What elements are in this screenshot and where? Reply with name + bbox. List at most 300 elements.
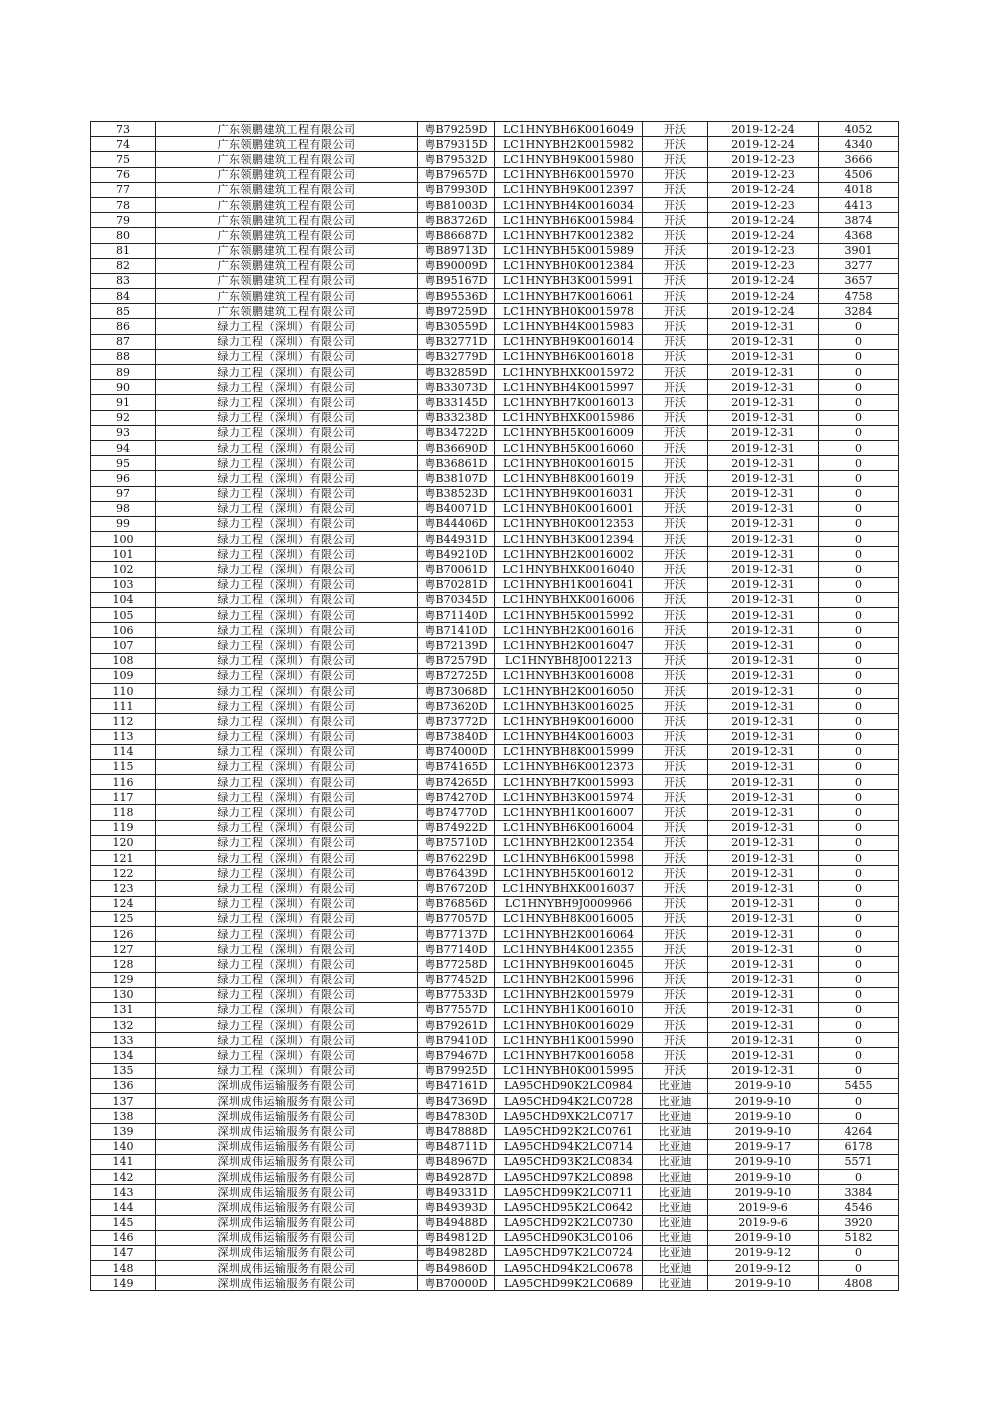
brand-cell: 开沃 — [643, 289, 708, 304]
value-cell: 0 — [819, 1018, 899, 1033]
date-cell: 2019-9-10 — [708, 1169, 819, 1184]
table-row — [91, 1185, 899, 1200]
plate-cell: 粤B47888D — [418, 1124, 495, 1139]
date-cell: 2019-12-31 — [708, 1063, 819, 1078]
table-row — [91, 653, 899, 668]
table-row — [91, 972, 899, 987]
date-cell: 2019-12-24 — [708, 213, 819, 228]
table-row — [91, 137, 899, 152]
table-row — [91, 456, 899, 471]
date-cell: 2019-12-31 — [708, 881, 819, 896]
table-row — [91, 790, 899, 805]
plate-cell: 粤B47161D — [418, 1078, 495, 1093]
vin-cell: LC1HNYBH3K0012394 — [495, 532, 643, 547]
row-number-cell: 108 — [91, 653, 156, 668]
date-cell: 2019-12-31 — [708, 744, 819, 759]
brand-cell: 开沃 — [643, 790, 708, 805]
row-number-cell: 128 — [91, 957, 156, 972]
brand-cell: 开沃 — [643, 957, 708, 972]
table-row — [91, 805, 899, 820]
plate-cell: 粤B33145D — [418, 395, 495, 410]
company-cell: 广东领鹏建筑工程有限公司 — [156, 273, 418, 288]
date-cell: 2019-12-31 — [708, 729, 819, 744]
plate-cell: 粤B49287D — [418, 1169, 495, 1184]
plate-cell: 粤B32779D — [418, 349, 495, 364]
value-cell: 0 — [819, 957, 899, 972]
row-number-cell: 94 — [91, 440, 156, 455]
vin-cell: LC1HNYBH5K0016009 — [495, 425, 643, 440]
row-number-cell: 76 — [91, 167, 156, 182]
value-cell: 4340 — [819, 137, 899, 152]
brand-cell: 比亚迪 — [643, 1109, 708, 1124]
company-cell: 深圳成伟运输服务有限公司 — [156, 1154, 418, 1169]
vin-cell: LC1HNYBH2K0016064 — [495, 926, 643, 941]
row-number-cell: 115 — [91, 759, 156, 774]
vin-cell: LC1HNYBH0K0012384 — [495, 258, 643, 273]
brand-cell: 开沃 — [643, 501, 708, 516]
brand-cell: 开沃 — [643, 851, 708, 866]
value-cell: 4808 — [819, 1276, 899, 1291]
row-number-cell: 149 — [91, 1276, 156, 1291]
vin-cell: LC1HNYBH8K0015999 — [495, 744, 643, 759]
date-cell: 2019-12-24 — [708, 228, 819, 243]
value-cell: 3284 — [819, 304, 899, 319]
row-number-cell: 142 — [91, 1169, 156, 1184]
company-cell: 绿力工程（深圳）有限公司 — [156, 410, 418, 425]
row-number-cell: 82 — [91, 258, 156, 273]
date-cell: 2019-12-31 — [708, 516, 819, 531]
table-row — [91, 987, 899, 1002]
date-cell: 2019-12-31 — [708, 851, 819, 866]
vin-cell: LC1HNYBH2K0015982 — [495, 137, 643, 152]
vin-cell: LC1HNYBH6K0016049 — [495, 122, 643, 137]
brand-cell: 开沃 — [643, 122, 708, 137]
row-number-cell: 90 — [91, 380, 156, 395]
brand-cell: 开沃 — [643, 592, 708, 607]
vin-cell: LC1HNYBH1K0016007 — [495, 805, 643, 820]
plate-cell: 粤B79261D — [418, 1018, 495, 1033]
brand-cell: 开沃 — [643, 775, 708, 790]
plate-cell: 粤B76439D — [418, 866, 495, 881]
table-row — [91, 942, 899, 957]
company-cell: 广东领鹏建筑工程有限公司 — [156, 243, 418, 258]
vin-cell: LC1HNYBH4K0015983 — [495, 319, 643, 334]
row-number-cell: 88 — [91, 349, 156, 364]
plate-cell: 粤B44931D — [418, 532, 495, 547]
date-cell: 2019-12-31 — [708, 334, 819, 349]
row-number-cell: 80 — [91, 228, 156, 243]
company-cell: 绿力工程（深圳）有限公司 — [156, 699, 418, 714]
row-number-cell: 129 — [91, 972, 156, 987]
value-cell: 0 — [819, 380, 899, 395]
table-row — [91, 1261, 899, 1276]
plate-cell: 粤B72725D — [418, 668, 495, 683]
row-number-cell: 140 — [91, 1139, 156, 1154]
row-number-cell: 141 — [91, 1154, 156, 1169]
vin-cell: LC1HNYBHXK0016037 — [495, 881, 643, 896]
plate-cell: 粤B49812D — [418, 1230, 495, 1245]
vin-cell: LA95CHD94K2LC0728 — [495, 1094, 643, 1109]
company-cell: 绿力工程（深圳）有限公司 — [156, 714, 418, 729]
vin-cell: LC1HNYBHXK0015972 — [495, 365, 643, 380]
brand-cell: 比亚迪 — [643, 1276, 708, 1291]
company-cell: 绿力工程（深圳）有限公司 — [156, 972, 418, 987]
row-number-cell: 124 — [91, 896, 156, 911]
date-cell: 2019-12-31 — [708, 1018, 819, 1033]
table-row — [91, 1139, 899, 1154]
value-cell: 0 — [819, 608, 899, 623]
value-cell: 0 — [819, 334, 899, 349]
row-number-cell: 85 — [91, 304, 156, 319]
value-cell: 0 — [819, 987, 899, 1002]
plate-cell: 粤B36861D — [418, 456, 495, 471]
value-cell: 3666 — [819, 152, 899, 167]
table-row — [91, 1154, 899, 1169]
vin-cell: LC1HNYBH5K0016012 — [495, 866, 643, 881]
table-row — [91, 516, 899, 531]
date-cell: 2019-12-31 — [708, 1048, 819, 1063]
row-number-cell: 110 — [91, 683, 156, 698]
plate-cell: 粤B30559D — [418, 319, 495, 334]
value-cell: 0 — [819, 486, 899, 501]
brand-cell: 开沃 — [643, 456, 708, 471]
plate-cell: 粤B73068D — [418, 683, 495, 698]
value-cell: 0 — [819, 1033, 899, 1048]
brand-cell: 开沃 — [643, 349, 708, 364]
value-cell: 0 — [819, 866, 899, 881]
date-cell: 2019-12-31 — [708, 972, 819, 987]
vin-cell: LC1HNYBH9K0012397 — [495, 182, 643, 197]
brand-cell: 开沃 — [643, 440, 708, 455]
value-cell: 0 — [819, 1245, 899, 1260]
table-row — [91, 228, 899, 243]
company-cell: 绿力工程（深圳）有限公司 — [156, 501, 418, 516]
brand-cell: 开沃 — [643, 471, 708, 486]
plate-cell: 粤B79657D — [418, 167, 495, 182]
brand-cell: 比亚迪 — [643, 1245, 708, 1260]
date-cell: 2019-12-31 — [708, 349, 819, 364]
table-row — [91, 699, 899, 714]
company-cell: 绿力工程（深圳）有限公司 — [156, 911, 418, 926]
vin-cell: LC1HNYBH7K0016061 — [495, 289, 643, 304]
date-cell: 2019-12-31 — [708, 911, 819, 926]
table-row — [91, 638, 899, 653]
date-cell: 2019-12-31 — [708, 714, 819, 729]
plate-cell: 粤B90009D — [418, 258, 495, 273]
table-row — [91, 957, 899, 972]
table-row — [91, 213, 899, 228]
plate-cell: 粤B79930D — [418, 182, 495, 197]
row-number-cell: 112 — [91, 714, 156, 729]
vin-cell: LA95CHD97K2LC0898 — [495, 1169, 643, 1184]
company-cell: 绿力工程（深圳）有限公司 — [156, 623, 418, 638]
row-number-cell: 122 — [91, 866, 156, 881]
vin-cell: LC1HNYBH9K0016000 — [495, 714, 643, 729]
vin-cell: LA95CHD9XK2LC0717 — [495, 1109, 643, 1124]
company-cell: 绿力工程（深圳）有限公司 — [156, 516, 418, 531]
value-cell: 4052 — [819, 122, 899, 137]
table-row — [91, 592, 899, 607]
vin-cell: LC1HNYBH5K0016060 — [495, 440, 643, 455]
company-cell: 绿力工程（深圳）有限公司 — [156, 365, 418, 380]
company-cell: 深圳成伟运输服务有限公司 — [156, 1109, 418, 1124]
row-number-cell: 146 — [91, 1230, 156, 1245]
vin-cell: LC1HNYBH0K0016001 — [495, 501, 643, 516]
plate-cell: 粤B38523D — [418, 486, 495, 501]
table-row — [91, 1169, 899, 1184]
brand-cell: 开沃 — [643, 380, 708, 395]
vin-cell: LA95CHD90K2LC0984 — [495, 1078, 643, 1093]
vin-cell: LC1HNYBH2K0015996 — [495, 972, 643, 987]
company-cell: 绿力工程（深圳）有限公司 — [156, 440, 418, 455]
value-cell: 0 — [819, 456, 899, 471]
table-row — [91, 501, 899, 516]
date-cell: 2019-9-10 — [708, 1230, 819, 1245]
company-cell: 绿力工程（深圳）有限公司 — [156, 1033, 418, 1048]
value-cell: 0 — [819, 1109, 899, 1124]
brand-cell: 开沃 — [643, 547, 708, 562]
vin-cell: LC1HNYBH8K0016005 — [495, 911, 643, 926]
brand-cell: 开沃 — [643, 623, 708, 638]
company-cell: 深圳成伟运输服务有限公司 — [156, 1078, 418, 1093]
date-cell: 2019-12-24 — [708, 273, 819, 288]
brand-cell: 比亚迪 — [643, 1094, 708, 1109]
table-row — [91, 1063, 899, 1078]
company-cell: 深圳成伟运输服务有限公司 — [156, 1261, 418, 1276]
vin-cell: LC1HNYBH4K0015997 — [495, 380, 643, 395]
vin-cell: LC1HNYBH2K0016002 — [495, 547, 643, 562]
company-cell: 绿力工程（深圳）有限公司 — [156, 653, 418, 668]
vin-cell: LC1HNYBH1K0016041 — [495, 577, 643, 592]
vin-cell: LC1HNYBH7K0016013 — [495, 395, 643, 410]
table-row — [91, 532, 899, 547]
date-cell: 2019-12-31 — [708, 623, 819, 638]
vin-cell: LC1HNYBH9K0016014 — [495, 334, 643, 349]
table-row — [91, 668, 899, 683]
company-cell: 绿力工程（深圳）有限公司 — [156, 334, 418, 349]
plate-cell: 粤B77140D — [418, 942, 495, 957]
vin-cell: LA95CHD92K2LC0761 — [495, 1124, 643, 1139]
company-cell: 绿力工程（深圳）有限公司 — [156, 456, 418, 471]
company-cell: 绿力工程（深圳）有限公司 — [156, 866, 418, 881]
brand-cell: 开沃 — [643, 516, 708, 531]
row-number-cell: 77 — [91, 182, 156, 197]
brand-cell: 开沃 — [643, 987, 708, 1002]
table-row — [91, 182, 899, 197]
value-cell: 4018 — [819, 182, 899, 197]
company-cell: 广东领鹏建筑工程有限公司 — [156, 167, 418, 182]
table-row — [91, 319, 899, 334]
table-row — [91, 1002, 899, 1017]
plate-cell: 粤B89713D — [418, 243, 495, 258]
brand-cell: 比亚迪 — [643, 1230, 708, 1245]
date-cell: 2019-12-31 — [708, 1033, 819, 1048]
company-cell: 广东领鹏建筑工程有限公司 — [156, 304, 418, 319]
date-cell: 2019-12-24 — [708, 289, 819, 304]
plate-cell: 粤B77137D — [418, 926, 495, 941]
row-number-cell: 131 — [91, 1002, 156, 1017]
table-row — [91, 759, 899, 774]
row-number-cell: 145 — [91, 1215, 156, 1230]
vin-cell: LC1HNYBH6K0015970 — [495, 167, 643, 182]
date-cell: 2019-12-31 — [708, 638, 819, 653]
vin-cell: LC1HNYBHXK0016006 — [495, 592, 643, 607]
date-cell: 2019-12-31 — [708, 562, 819, 577]
date-cell: 2019-12-31 — [708, 410, 819, 425]
row-number-cell: 103 — [91, 577, 156, 592]
date-cell: 2019-9-10 — [708, 1109, 819, 1124]
row-number-cell: 101 — [91, 547, 156, 562]
value-cell: 3657 — [819, 273, 899, 288]
table-row — [91, 243, 899, 258]
vin-cell: LA95CHD90K3LC0106 — [495, 1230, 643, 1245]
value-cell: 0 — [819, 653, 899, 668]
brand-cell: 比亚迪 — [643, 1261, 708, 1276]
row-number-cell: 97 — [91, 486, 156, 501]
vin-cell: LC1HNYBH9J0009966 — [495, 896, 643, 911]
value-cell: 0 — [819, 820, 899, 835]
plate-cell: 粤B79925D — [418, 1063, 495, 1078]
value-cell: 0 — [819, 349, 899, 364]
row-number-cell: 147 — [91, 1245, 156, 1260]
brand-cell: 开沃 — [643, 759, 708, 774]
plate-cell: 粤B79315D — [418, 137, 495, 152]
value-cell: 5455 — [819, 1078, 899, 1093]
row-number-cell: 98 — [91, 501, 156, 516]
date-cell: 2019-12-31 — [708, 699, 819, 714]
row-number-cell: 95 — [91, 456, 156, 471]
company-cell: 绿力工程（深圳）有限公司 — [156, 942, 418, 957]
plate-cell: 粤B70000D — [418, 1276, 495, 1291]
row-number-cell: 135 — [91, 1063, 156, 1078]
brand-cell: 开沃 — [643, 273, 708, 288]
company-cell: 广东领鹏建筑工程有限公司 — [156, 182, 418, 197]
date-cell: 2019-12-31 — [708, 805, 819, 820]
brand-cell: 开沃 — [643, 926, 708, 941]
company-cell: 绿力工程（深圳）有限公司 — [156, 926, 418, 941]
plate-cell: 粤B70061D — [418, 562, 495, 577]
company-cell: 绿力工程（深圳）有限公司 — [156, 744, 418, 759]
row-number-cell: 132 — [91, 1018, 156, 1033]
plate-cell: 粤B73620D — [418, 699, 495, 714]
value-cell: 0 — [819, 440, 899, 455]
vin-cell: LA95CHD93K2LC0834 — [495, 1154, 643, 1169]
vin-cell: LC1HNYBH6K0016018 — [495, 349, 643, 364]
company-cell: 绿力工程（深圳）有限公司 — [156, 790, 418, 805]
brand-cell: 比亚迪 — [643, 1078, 708, 1093]
row-number-cell: 96 — [91, 471, 156, 486]
row-number-cell: 119 — [91, 820, 156, 835]
plate-cell: 粤B74922D — [418, 820, 495, 835]
date-cell: 2019-9-10 — [708, 1185, 819, 1200]
table-row — [91, 471, 899, 486]
value-cell: 6178 — [819, 1139, 899, 1154]
company-cell: 绿力工程（深圳）有限公司 — [156, 729, 418, 744]
plate-cell: 粤B74270D — [418, 790, 495, 805]
table-row — [91, 334, 899, 349]
plate-cell: 粤B95536D — [418, 289, 495, 304]
plate-cell: 粤B49860D — [418, 1261, 495, 1276]
value-cell: 0 — [819, 1063, 899, 1078]
vin-cell: LC1HNYBH5K0015989 — [495, 243, 643, 258]
vin-cell: LC1HNYBH2K0016016 — [495, 623, 643, 638]
date-cell: 2019-12-31 — [708, 425, 819, 440]
row-number-cell: 148 — [91, 1261, 156, 1276]
plate-cell: 粤B79467D — [418, 1048, 495, 1063]
plate-cell: 粤B77258D — [418, 957, 495, 972]
row-number-cell: 133 — [91, 1033, 156, 1048]
vin-cell: LC1HNYBH5K0015992 — [495, 608, 643, 623]
brand-cell: 开沃 — [643, 942, 708, 957]
company-cell: 绿力工程（深圳）有限公司 — [156, 319, 418, 334]
brand-cell: 开沃 — [643, 182, 708, 197]
plate-cell: 粤B44406D — [418, 516, 495, 531]
date-cell: 2019-12-31 — [708, 486, 819, 501]
company-cell: 广东领鹏建筑工程有限公司 — [156, 122, 418, 137]
date-cell: 2019-12-23 — [708, 167, 819, 182]
date-cell: 2019-12-24 — [708, 122, 819, 137]
plate-cell: 粤B70281D — [418, 577, 495, 592]
row-number-cell: 81 — [91, 243, 156, 258]
table-row — [91, 623, 899, 638]
company-cell: 绿力工程（深圳）有限公司 — [156, 987, 418, 1002]
value-cell: 0 — [819, 699, 899, 714]
value-cell: 3874 — [819, 213, 899, 228]
company-cell: 深圳成伟运输服务有限公司 — [156, 1094, 418, 1109]
date-cell: 2019-12-31 — [708, 866, 819, 881]
brand-cell: 开沃 — [643, 167, 708, 182]
row-number-cell: 117 — [91, 790, 156, 805]
date-cell: 2019-12-31 — [708, 471, 819, 486]
brand-cell: 开沃 — [643, 896, 708, 911]
table-row — [91, 547, 899, 562]
row-number-cell: 89 — [91, 365, 156, 380]
brand-cell: 开沃 — [643, 608, 708, 623]
table-row — [91, 395, 899, 410]
plate-cell: 粤B77057D — [418, 911, 495, 926]
vin-cell: LC1HNYBH8K0016019 — [495, 471, 643, 486]
vin-cell: LC1HNYBH2K0016047 — [495, 638, 643, 653]
table-row — [91, 152, 899, 167]
row-number-cell: 144 — [91, 1200, 156, 1215]
company-cell: 绿力工程（深圳）有限公司 — [156, 775, 418, 790]
plate-cell: 粤B76856D — [418, 896, 495, 911]
company-cell: 绿力工程（深圳）有限公司 — [156, 896, 418, 911]
company-cell: 绿力工程（深圳）有限公司 — [156, 851, 418, 866]
date-cell: 2019-12-31 — [708, 456, 819, 471]
brand-cell: 开沃 — [643, 532, 708, 547]
date-cell: 2019-12-24 — [708, 304, 819, 319]
vin-cell: LA95CHD92K2LC0730 — [495, 1215, 643, 1230]
value-cell: 0 — [819, 1094, 899, 1109]
brand-cell: 开沃 — [643, 334, 708, 349]
row-number-cell: 113 — [91, 729, 156, 744]
table-row — [91, 365, 899, 380]
date-cell: 2019-12-24 — [708, 137, 819, 152]
value-cell: 0 — [819, 547, 899, 562]
brand-cell: 开沃 — [643, 410, 708, 425]
company-cell: 深圳成伟运输服务有限公司 — [156, 1124, 418, 1139]
brand-cell: 开沃 — [643, 319, 708, 334]
row-number-cell: 100 — [91, 532, 156, 547]
value-cell: 0 — [819, 516, 899, 531]
date-cell: 2019-12-31 — [708, 668, 819, 683]
date-cell: 2019-12-24 — [708, 182, 819, 197]
date-cell: 2019-9-6 — [708, 1215, 819, 1230]
row-number-cell: 126 — [91, 926, 156, 941]
plate-cell: 粤B72579D — [418, 653, 495, 668]
table-row — [91, 425, 899, 440]
